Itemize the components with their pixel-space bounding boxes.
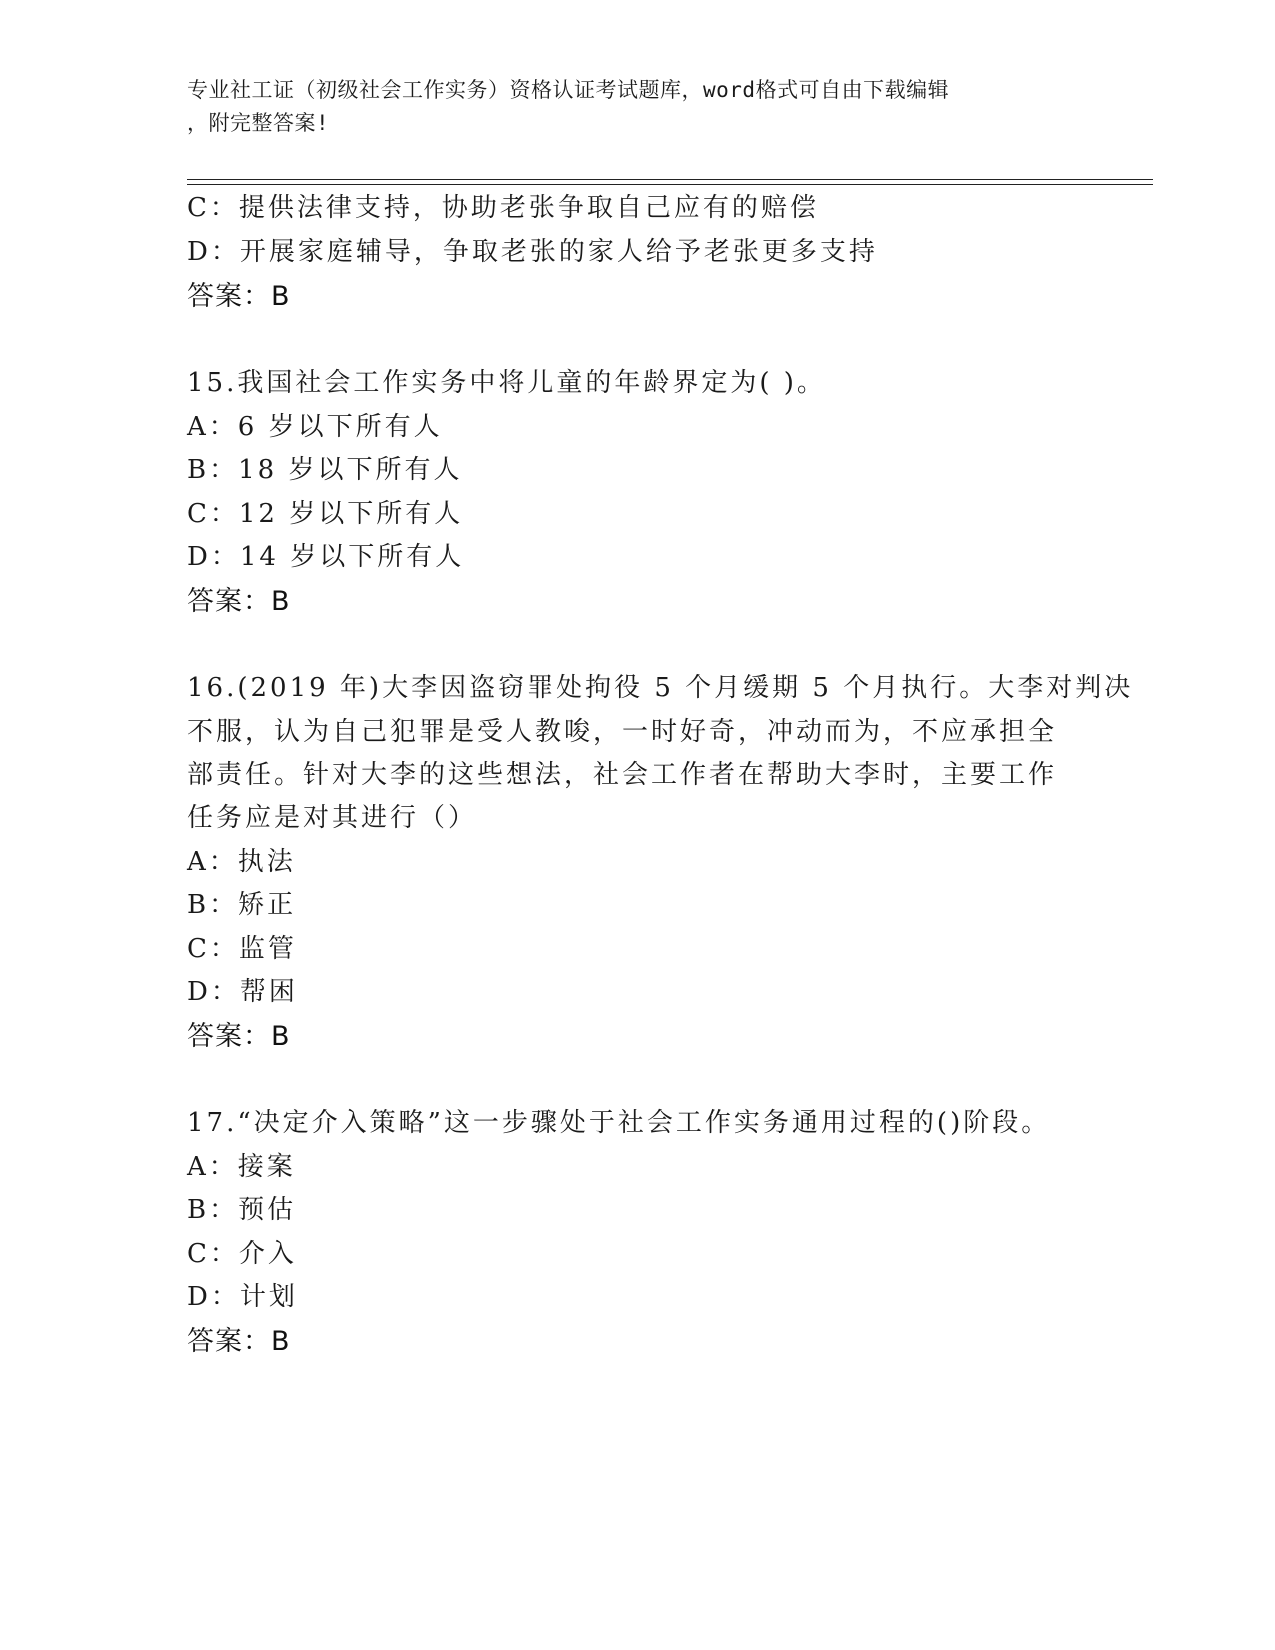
q17-stem: 17.“决定介入策略”这一步骤处于社会工作实务通用过程的()阶段。 (187, 1108, 1051, 1138)
q14-option-d: D：开展家庭辅导，争取老张的家人给予老张更多支持 (187, 237, 878, 267)
q16-stem-line-4: 任务应是对其进行（） (187, 803, 478, 833)
q15-option-d: D：14 岁以下所有人 (187, 542, 465, 572)
q16-answer: 答案：B (187, 1021, 291, 1052)
q15-stem: 15.我国社会工作实务中将儿童的年龄界定为( )。 (187, 368, 826, 398)
q14-answer: 答案：B (187, 281, 291, 312)
q15-option-b: B：18 岁以下所有人 (187, 455, 463, 485)
page-header (187, 74, 1067, 140)
q16-stem-line-2: 不服，认为自己犯罪是受人教唆，一时好奇，冲动而为，不应承担全 (187, 717, 1058, 747)
header-divider-top (187, 179, 1153, 180)
q16-option-a: A：执法 (187, 847, 296, 877)
header-title-line-2: ，附完整答案! (187, 111, 330, 135)
q17-answer: 答案：B (187, 1326, 291, 1357)
q17-option-a: A：接案 (187, 1152, 296, 1182)
q16-option-b: B：矫正 (187, 890, 297, 920)
header-divider-bottom (187, 184, 1153, 185)
q16-stem-line-3: 部责任。针对大李的这些想法，社会工作者在帮助大李时，主要工作 (187, 760, 1058, 790)
header-title-line-1: 专业社工证（初级社会工作实务）资格认证考试题库，word格式可自由下载编辑 (187, 78, 950, 102)
q17-option-c: C：介入 (187, 1239, 297, 1269)
q16-option-d: D：帮困 (187, 977, 298, 1007)
q14-option-c: C：提供法律支持，协助老张争取自己应有的赔偿 (187, 193, 819, 223)
q16-option-c: C：监管 (187, 934, 297, 964)
q15-option-c: C：12 岁以下所有人 (187, 499, 464, 529)
q15-option-a: A：6 岁以下所有人 (187, 412, 443, 442)
q17-option-d: D：计划 (187, 1282, 298, 1312)
q16-stem-line-1: 16.(2019 年)大李因盗窃罪处拘役 5 个月缓期 5 个月执行。大李对判决 (187, 673, 1134, 703)
q15-answer: 答案：B (187, 586, 291, 617)
q17-option-b: B：预估 (187, 1195, 297, 1225)
